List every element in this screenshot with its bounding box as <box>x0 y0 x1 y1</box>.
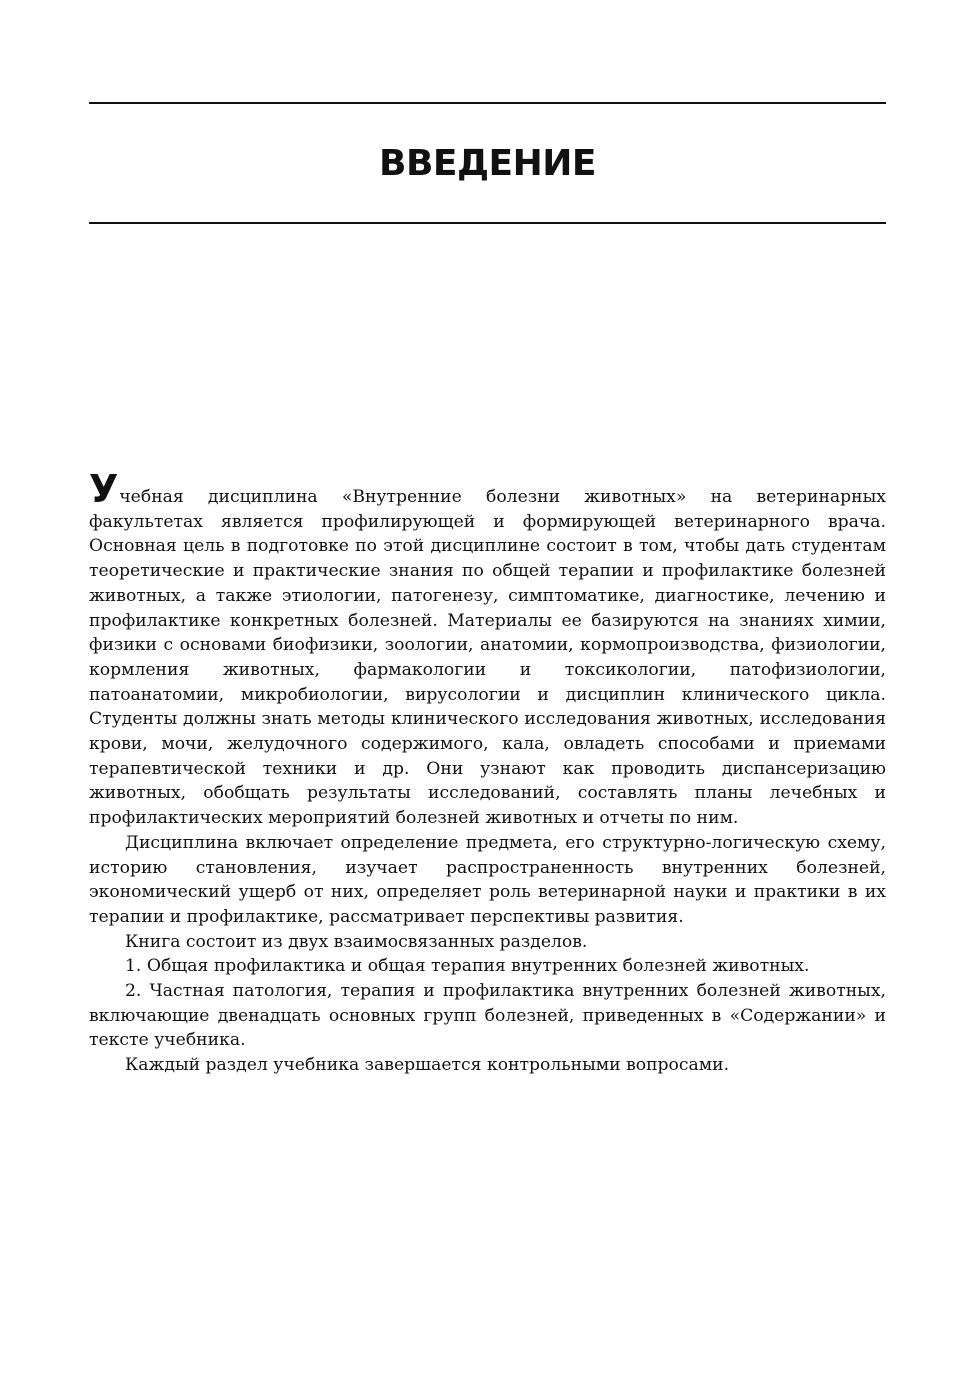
intro-paragraph-1 <box>89 467 886 831</box>
intro-paragraph-6: Каждый раздел учебника завершается контрольными вопросами. <box>125 1055 730 1076</box>
bottom-rule <box>89 222 886 224</box>
page-title: ВВЕДЕНИЕ <box>379 143 596 184</box>
intro-body <box>89 467 886 1078</box>
intro-paragraph-5: 2. Частная патология, терапия и профилактика внутренних болезней животных, включающие двенадцать основных групп болезней, приведенных в «Содержании» и тексте учебника. <box>89 981 886 1051</box>
intro-paragraph-3: Книга состоит из двух взаимосвязанных разделов. <box>125 931 588 952</box>
intro-paragraph-4: 1. Общая профилактика и общая терапия внутренних болезней животных. <box>125 956 810 977</box>
top-rule <box>89 102 886 104</box>
intro-paragraph-1-text: чебная дисциплина «Внутренние болезни животных» на ветеринарных факультетах является профилирующей и формирующей ветеринарного врача. Основная цель в подготовке по этой дисциплине состоит в том, чтобы дать студентам теоретические и практические знания по общей терапии и профилактике болезней животных, а также этиологии, патогенезу, симптоматике, диагностике, лечению и профилактике конкретных болезней. Материалы ее базируются на знаниях химии, физики с основами биофизики, зоологии, анатомии, кормопроизводства, физиологии, кормления животных, фармакологии и токсикологии, патофизиологии, патоанатомии, микробиологии, вирусологии и дисциплин клинического цикла. Студенты должны знать методы клинического исследования животных, исследования крови, мочи, желудочного содержимого, кала, овладеть способами и приемами терапевтической техники и др. Они узнают как проводить диспансеризацию животных, обобщать результаты исследований, составлять планы лечебных и профилактических мероприятий болезней животных и отчеты по ним. <box>89 487 886 829</box>
intro-paragraph-2: Дисциплина включает определение предмета, его структурно-логическую схему, историю становления, изучает распространенность внутренних болезней, экономический ущерб от них, определяет роль ветеринарной науки и практики в их терапии и профилактике, рассматривает перспективы развития. <box>89 832 886 927</box>
drop-cap: У <box>89 467 119 511</box>
